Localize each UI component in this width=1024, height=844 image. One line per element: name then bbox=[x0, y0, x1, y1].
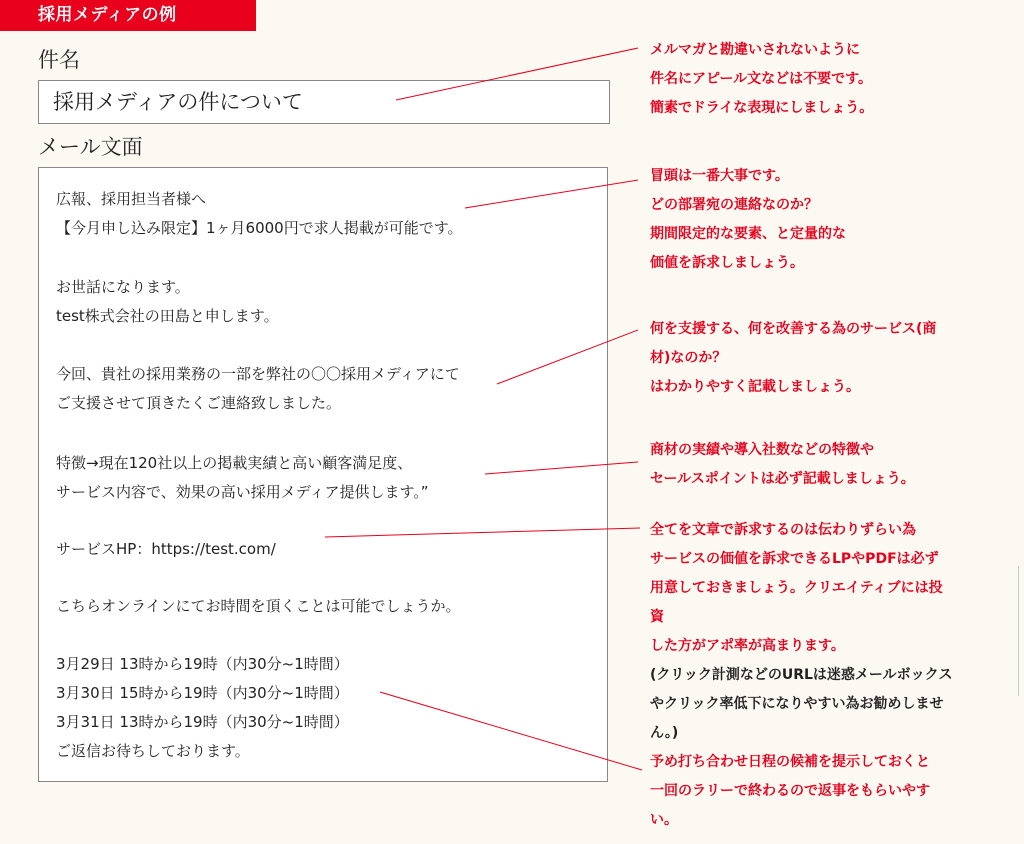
note-opening: 冒頭は一番大事です。 どの部署宛の連絡なのか？ 期間限定的な要素、と定量的な 価値を訴求しましょう。 bbox=[650, 168, 846, 271]
mail-line: お世話になります。 bbox=[56, 278, 190, 296]
mail-line: 広報、採用担当者様へ bbox=[56, 190, 207, 208]
mail-line: test株式会社の田島と申します。 bbox=[56, 307, 279, 325]
note-subject: メルマガと勘違いされないように 件名にアピール文などは不要です。 簡素でドライな表現にしましょう。 bbox=[650, 42, 874, 116]
mail-line: 特徴→現在120社以上の掲載実績と高い顧客満足度、 bbox=[56, 454, 413, 472]
mail-line: こちらオンラインにてお時間を頂くことは可能でしょうか。 bbox=[56, 597, 461, 615]
mail-line: 3月29日 13時から19時（内30分~1時間） bbox=[56, 655, 349, 673]
subject-field: 採用メディアの件について bbox=[38, 80, 610, 124]
note-features: 商材の実績や導入社数などの特徴や セールスポイントは必ず記載しましょう。 bbox=[650, 442, 915, 487]
mail-line: 3月31日 13時から19時（内30分~1時間） bbox=[56, 713, 349, 731]
mail-line: サービスHP：https://test.com/ bbox=[56, 540, 276, 558]
mail-line: サービス内容で、効果の高い採用メディア提供します。” bbox=[56, 483, 429, 501]
mail-line: 今回、貴社の採用業務の一部を弊社の〇〇採用メディアにて bbox=[56, 365, 460, 383]
note-url: 全てを文章で訴求するのは伝わりずらい為 サービスの価値を訴求できるLPやPDFは必ず 用意しておきましょう。クリエイティブには投 資 した方がアポ率が高まります。 (クリック計測などのURLは迷惑メールボックス やクリック率低下になりやすい為お勧めしませ ん。) bbox=[650, 522, 953, 741]
section-banner: 採用メディアの例 bbox=[0, 0, 256, 31]
mail-line: ご返信お待ちしております。 bbox=[56, 742, 250, 760]
subject-label: 件名 bbox=[38, 48, 80, 72]
mail-line: ご支援させて頂きたくご連絡致しました。 bbox=[56, 394, 342, 412]
mail-body-label: メール文面 bbox=[38, 135, 143, 159]
mail-line: 3月30日 15時から19時（内30分~1時間） bbox=[56, 684, 349, 702]
divider bbox=[1018, 566, 1019, 696]
mail-line: 【今月申し込み限定】1ヶ月6000円で求人掲載が可能です。 bbox=[56, 219, 463, 237]
note-service: 何を支援する、何を改善する為のサービス(商 材)なのか？ はわかりやすく記載しましょう。 bbox=[650, 321, 937, 395]
note-schedule: 予め打ち合わせ日程の候補を提示しておくと 一回のラリーで終わるので返事をもらいやす い。 bbox=[650, 754, 930, 828]
